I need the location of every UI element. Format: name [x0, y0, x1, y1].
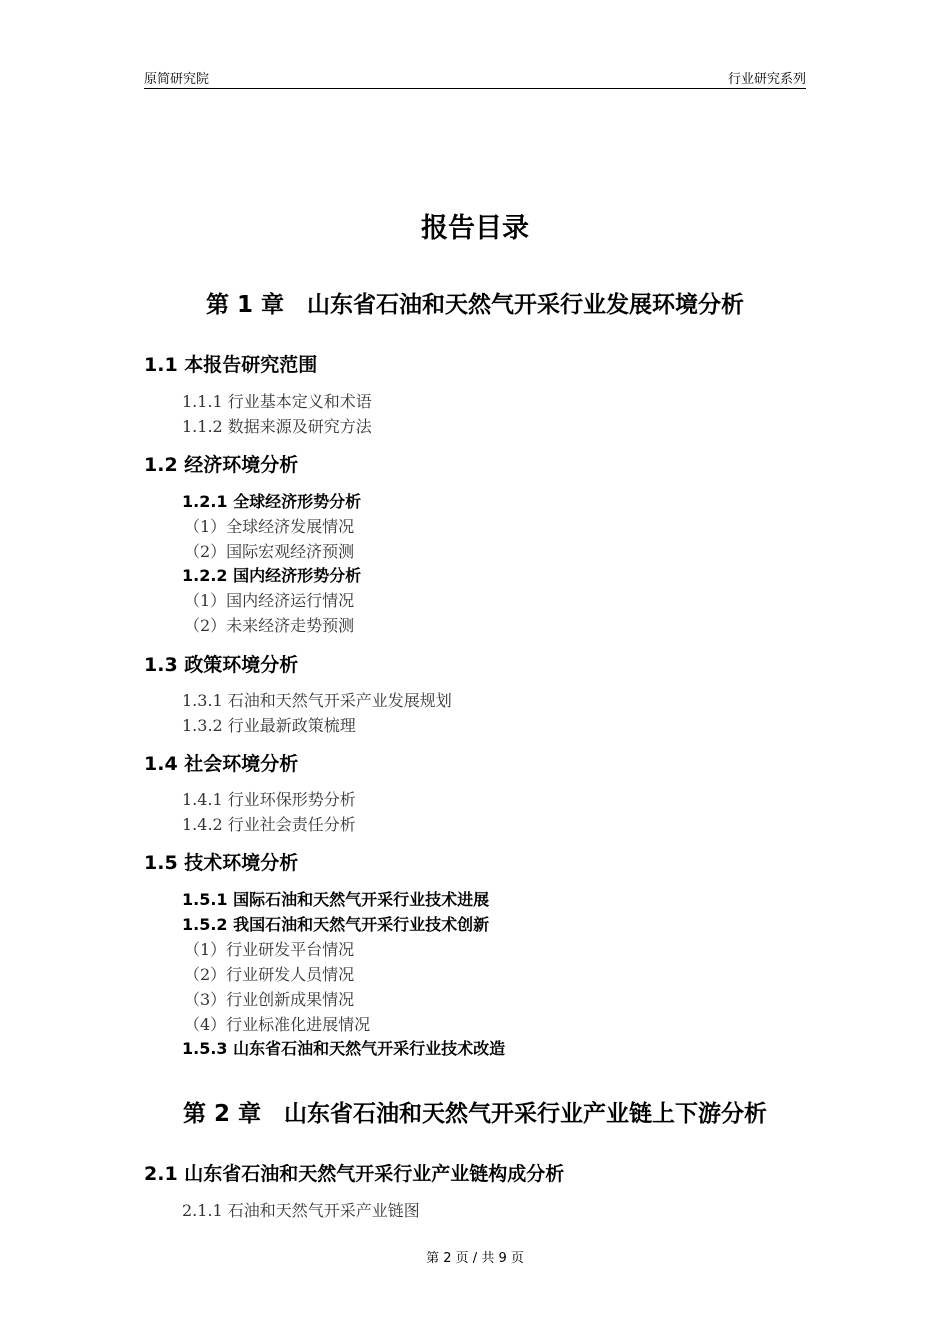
- toc-item-1-3-1: 1.3.1 石油和天然气开采产业发展规划: [182, 691, 452, 710]
- chapter-2-heading: 第 2 章 山东省石油和天然气开采行业产业链上下游分析: [182, 1101, 768, 1127]
- chapter-1-heading: 第 1 章 山东省石油和天然气开采行业发展环境分析: [205, 292, 745, 318]
- page-header: [144, 66, 806, 89]
- section-1-5-heading: 1.5 技术环境分析: [144, 852, 299, 874]
- toc-item-1-2-2: 1.2.2 国内经济形势分析: [182, 566, 362, 585]
- toc-item-1-4-1: 1.4.1 行业环保形势分析: [182, 790, 356, 809]
- header-org-name: 原简研究院: [144, 72, 210, 87]
- toc-subitem-1-2-1-1: （1）全球经济发展情况: [184, 517, 355, 536]
- toc-item-1-5-1: 1.5.1 国际石油和天然气开采行业技术进展: [182, 890, 490, 909]
- header-series-name: 行业研究系列: [727, 72, 806, 87]
- section-1-4-heading: 1.4 社会环境分析: [144, 753, 299, 775]
- toc-subitem-1-5-2-3: （3）行业创新成果情况: [184, 990, 355, 1009]
- toc-subitem-1-5-2-1: （1）行业研发平台情况: [184, 940, 355, 959]
- section-1-1-heading: 1.1 本报告研究范围: [144, 354, 318, 376]
- toc-item-1-1-1: 1.1.1 行业基本定义和术语: [182, 392, 372, 411]
- toc-item-2-1-1: 2.1.1 石油和天然气开采产业链图: [182, 1201, 420, 1220]
- toc-subitem-1-5-2-2: （2）行业研发人员情况: [184, 965, 355, 984]
- section-1-3-heading: 1.3 政策环境分析: [144, 654, 299, 676]
- page-footer-pagination: 第 2 页 / 共 9 页: [426, 1251, 524, 1266]
- page-title: 报告目录: [421, 213, 529, 244]
- toc-item-1-5-2: 1.5.2 我国石油和天然气开采行业技术创新: [182, 915, 490, 934]
- toc-item-1-2-1: 1.2.1 全球经济形势分析: [182, 492, 362, 511]
- toc-subitem-1-2-2-1: （1）国内经济运行情况: [184, 591, 355, 610]
- toc-item-1-5-3: 1.5.3 山东省石油和天然气开采行业技术改造: [182, 1039, 506, 1058]
- toc-subitem-1-5-2-4: （4）行业标准化进展情况: [184, 1015, 371, 1034]
- toc-item-1-4-2: 1.4.2 行业社会责任分析: [182, 815, 356, 834]
- toc-subitem-1-2-2-2: （2）未来经济走势预测: [184, 616, 355, 635]
- toc-subitem-1-2-1-2: （2）国际宏观经济预测: [184, 542, 355, 561]
- section-2-1-heading: 2.1 山东省石油和天然气开采行业产业链构成分析: [144, 1163, 565, 1185]
- toc-item-1-3-2: 1.3.2 行业最新政策梳理: [182, 716, 356, 735]
- toc-item-1-1-2: 1.1.2 数据来源及研究方法: [182, 417, 372, 436]
- section-1-2-heading: 1.2 经济环境分析: [144, 454, 299, 476]
